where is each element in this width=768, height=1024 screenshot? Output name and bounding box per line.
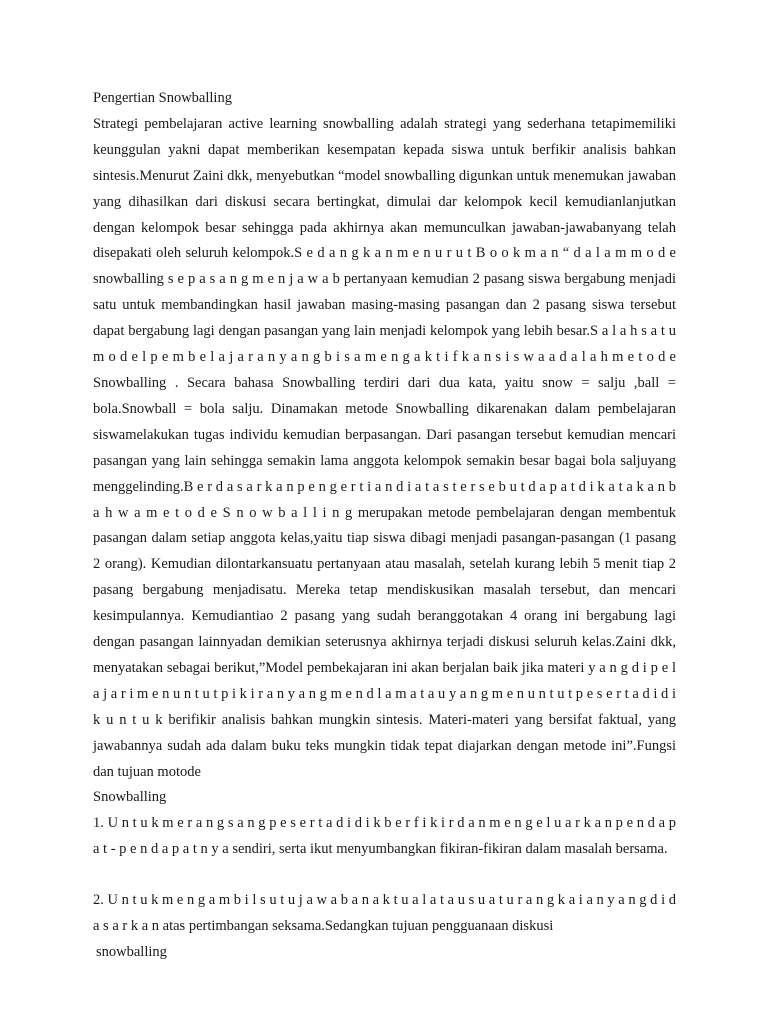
paragraph-gap (93, 863, 676, 888)
list-item-2-tail: snowballing (96, 944, 167, 960)
document-title: Pengertian Snowballing (93, 90, 232, 106)
body-paragraph: Strategi pembelajaran active learning snowballing adalah strategi yang sederhana tetapimemiliki keunggulan yakni dapat memberikan kesempatan kepada siswa untuk berfikir analisis bahkan sintesis.Menurut Zaini dkk, menyebutkan “model snowballing digunkan untuk menemukan jawaban yang dihasilkan dari diskusi secara bertingkat, dimulai dar kelompok kecil kemudianlanjutkan dengan kelompok besar sehingga pada akhirnya akan memunculkan jawaban-jawabanyang telah disepakati oleh seluruh kelompok.S e d a n g k a n m e n u r u t B o o k m a n “ d a l a m m o d e snowballing s e p a s a n g m e n j a w a b pertanyaan kemudian 2 pasang siswa bergabung menjadi satu untuk membandingkan hasil jawaban masing-masing pasangan dan 2 pasang siswa tersebut dapat bergabung lagi dengan pasangan yang lain menjadi kelompok yang lebih besar.S a l a h s a t u m o d e l p e m b e l a j a r a n y a n g b i s a m e n g a k t i f k a n s i s w a a d a l a h m e t o d e Snowballing . Secara bahasa Snowballing terdiri dari dua kata, yaitu snow = salju ,ball = bola.Snowball = bola salju. Dinamakan metode Snowballing dikarenakan dalam pembelajaran siswamelakukan tugas individu kemudian berpasangan. Dari pasangan tersebut kemudian mencari pasangan yang lain sehingga semakin lama anggota kelompok semakin besar bagai bola saljuyang menggelinding.B e r d a s a r k a n p e n g e r t i a n d i a t a s t e r s e b u t d a p a t d i k a t a k a n b a h w a m e t o d e S n o w b a l l i n g merupakan metode pembelajaran dengan membentuk pasangan dalam setiap anggota kelas,yaitu tiap siswa dibagi menjadi pasangan-pasangan (1 pasang 2 orang). Kemudian dilontarkansuatu pertanyaan atau masalah, setelah kurang lebih 5 menit tiap 2 pasang bergabung menjadisatu. Mereka tetap mendiskusikan masalah tersebut, dan mencari kesimpulannya. Kemudiantiao 2 pasang yang sudah beranggotakan 4 orang ini bergabung lagi dengan pasangan lainnyadan demikian seterusnya akhirnya terjadi diskusi seluruh kelas.Zaini dkk, menyatakan sebagai berikut,”Model pembekajaran ini akan berjalan baik jika materi y a n g d i p e l a j a r i m e n u n t u t p i k i r a n y a n g m e n d l a m a t a u y a n g m e n u n t u t p e s e r t a d i d i k u n t u k berifikir analisis bahkan mungkin sintesis. Materi-materi yang bersifat faktual, yang jawabannya sudah ada dalam buku teks mungkin tidak tepat diajarkan dengan metode ini”.Fungsi dan tujuan motode (93, 115, 676, 780)
list-item-2: 2. U n t u k m e n g a m b i l s u t u j a w a b a n a k t u a l a t a u s u a t u r a n g k a i a n y a n g d i d a s a r k a n atas pertimbangan seksama.Sedangkan tujuan pengguanaan diskusi (93, 892, 676, 935)
document-body (93, 86, 676, 966)
section-subheading: Snowballing (93, 789, 167, 806)
list-item-1: 1. U n t u k m e r a n g s a n g p e s e r t a d i d i k b e r f i k i r d a n m e n g e l u a r k a n p e n d a p a t - p e n d a p a t n y a sendiri, serta ikut menyumbangkan fikiran-fikiran dalam masalah bersama. (93, 815, 676, 858)
